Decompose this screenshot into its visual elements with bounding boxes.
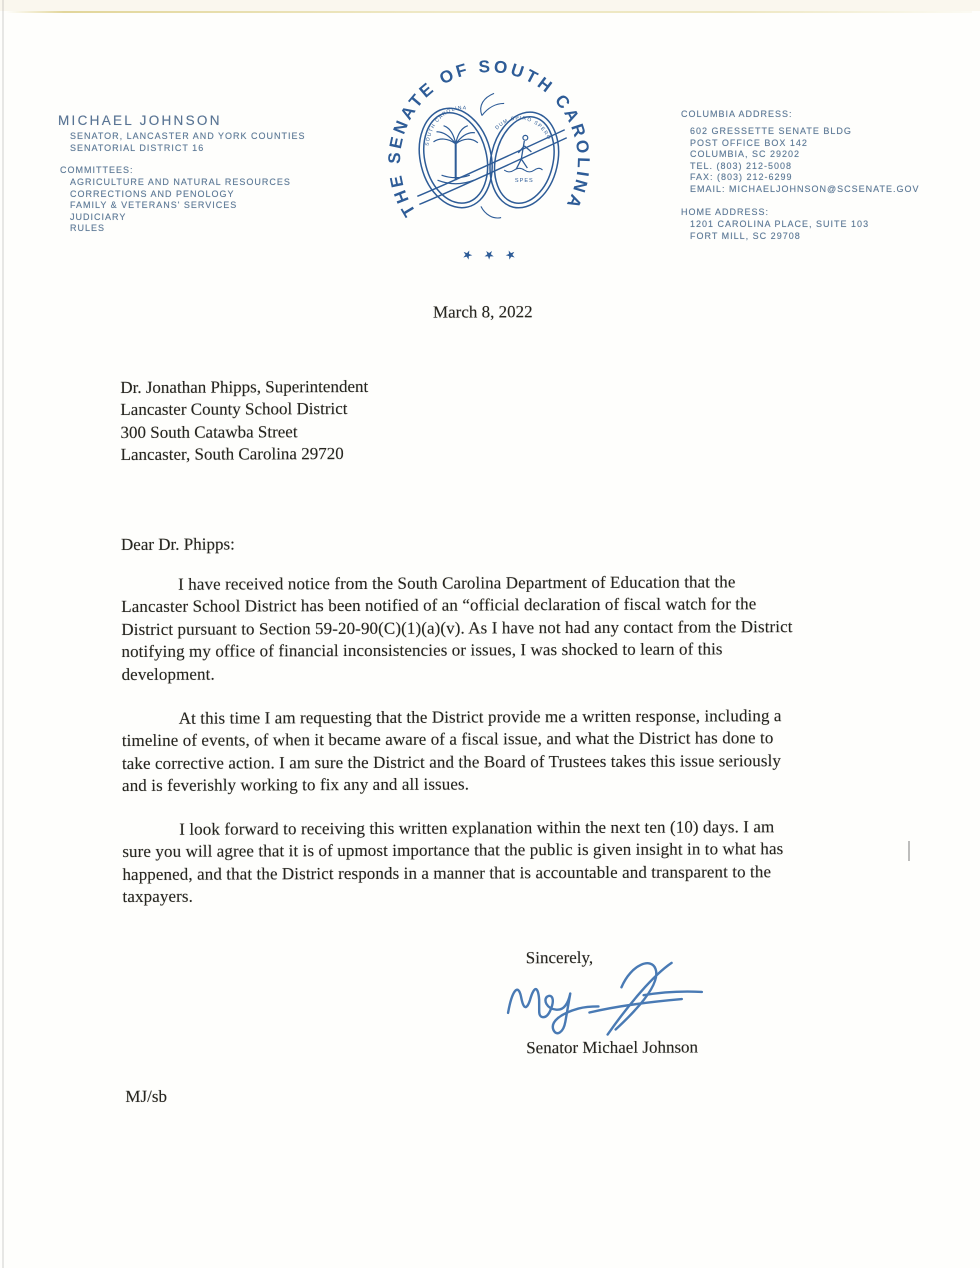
email-line: EMAIL: MICHAELJOHNSON@SCSENATE.GOV: [690, 183, 920, 194]
committee-item: RULES: [70, 223, 106, 233]
committee-item: CORRECTIONS AND PENOLOGY: [70, 188, 235, 199]
fax-line: FAX: (803) 212-6299: [690, 172, 793, 182]
columbia-address-label: COLUMBIA ADDRESS:: [681, 109, 793, 119]
closing-sincerely: Sincerely,: [525, 947, 594, 968]
seal-right-oval-motto: DUM SPIRO SPERO: [494, 115, 553, 142]
reference-initials: MJ/sb: [125, 1086, 168, 1106]
body-paragraph-3: I look forward to receiving this written explanation within the next ten (10) days. I am sure you will agree that it is of upmost importance that the public is given insight in to what has happened, and that the District responds in a manner that is accountable and transparent to the taxpayers.: [122, 817, 784, 907]
signature-printed-name: Senator Michael Johnson: [526, 1037, 699, 1058]
seal-spes-text: SPES: [514, 178, 534, 185]
committee-item: FAMILY & VETERANS' SERVICES: [70, 200, 238, 210]
body-paragraph-1: I have received notice from the South Carolina Department of Education that the Lancaster School District has been notified of an “official declaration of fiscal watch for the District pursuant to Section 59-20-90(C)(1)(a)(v). As I have not had any contact from the District notifying my office of financial inconsistencies or issues, I was shocked to learn of this development.: [121, 572, 793, 684]
letter-date: March 8, 2022: [432, 302, 533, 322]
address-line: FORT MILL, SC 29708: [690, 230, 801, 241]
seal-star-icon: ★: [483, 247, 495, 262]
handwritten-signature: [501, 953, 717, 1050]
committee-item: AGRICULTURE AND NATURAL RESOURCES: [70, 177, 291, 187]
home-address-label: HOME ADDRESS:: [681, 207, 770, 217]
address-line: POST OFFICE BOX 142: [690, 137, 808, 148]
body-paragraph-2: At this time I am requesting that the District provide me a written response, including a timeline of events, of when it became aware of a fiscal issue, and what the District has done to take corrective action. I am sure the District and the Board of Trustees takes this issue seriously and is feverishly working to fix any and all issues.: [121, 706, 782, 796]
address-line: 1201 CAROLINA PLACE, SUITE 103: [690, 219, 870, 229]
recipient-address-block: Dr. Jonathan Phipps, Superintendent Lancaster County School District 300 South Catawba Street Lancaster, South Carolina 29720: [120, 376, 369, 465]
senator-name: MICHAEL JOHNSON: [58, 113, 222, 128]
address-line: 602 GRESSETTE SENATE BLDG: [690, 126, 852, 136]
senator-district-line: SENATORIAL DISTRICT 16: [70, 142, 205, 153]
phone-line: TEL. (803) 212-5008: [690, 160, 793, 171]
seal-star-icon: ★: [503, 246, 518, 264]
signature-graphic: [501, 953, 717, 1050]
senator-title-line: SENATOR, LANCASTER AND YORK COUNTIES: [70, 131, 306, 141]
committees-label: COMMITTEES:: [60, 165, 134, 175]
seal-left-oval-text: SOUTH CAROLINA: [424, 105, 468, 147]
committee-item: JUDICIARY: [70, 211, 127, 222]
address-line: COLUMBIA, SC 29202: [690, 149, 801, 159]
seal-ring-text: THE SENATE OF SOUTH CAROLINA: [383, 56, 594, 221]
salutation: Dear Dr. Phipps:: [120, 534, 235, 554]
seal-star-icon: ★: [460, 246, 475, 264]
